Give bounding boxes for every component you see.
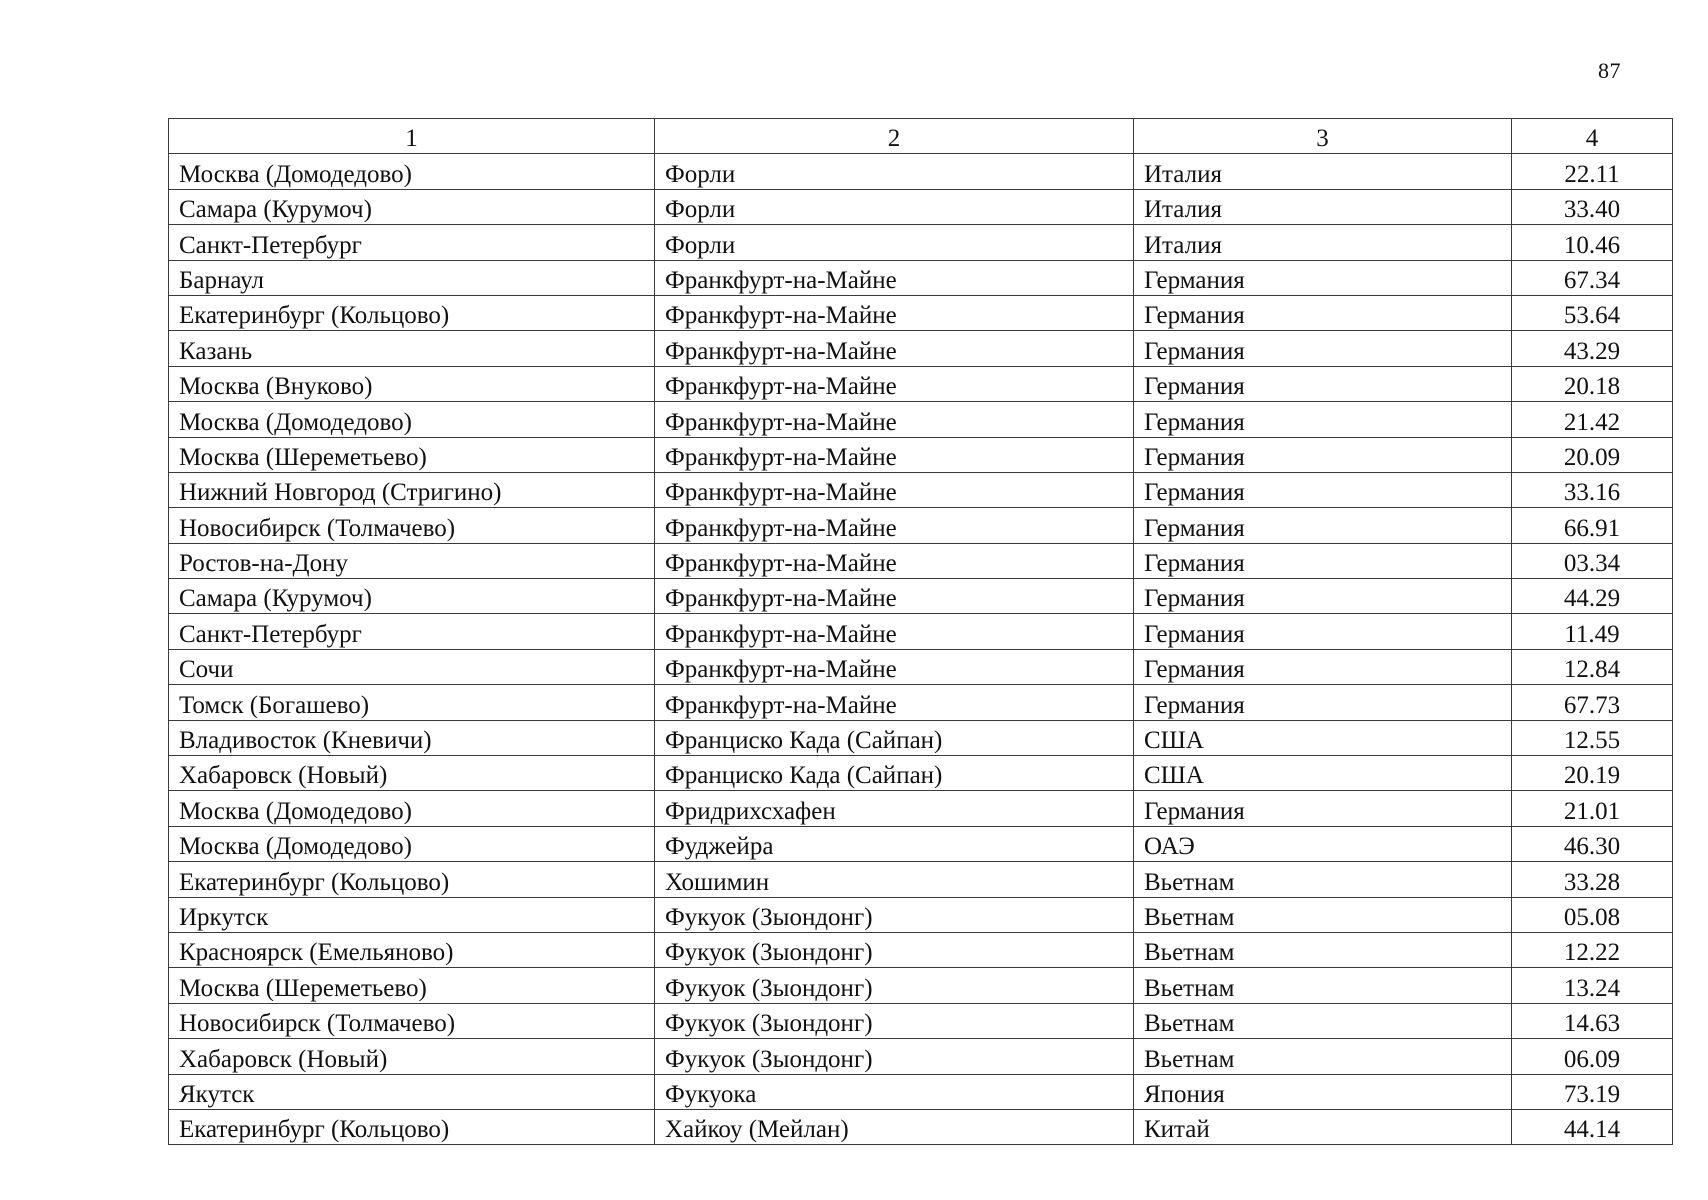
country-cell: Вьетнам [1134,862,1512,897]
destination-cell: Фукуок (Зыондонг) [655,1003,1134,1038]
origin-cell: Иркутск [169,897,655,932]
origin-cell: Казань [169,331,655,366]
destination-cell: Фукуок (Зыондонг) [655,932,1134,967]
destination-cell: Франкфурт-на-Майне [655,472,1134,507]
value-cell: 14.63 [1512,1003,1673,1038]
value-cell: 44.29 [1512,579,1673,614]
data-table [168,118,1673,1145]
value-cell: 13.24 [1512,968,1673,1003]
column-header-4: 4 [1512,119,1673,154]
value-cell: 46.30 [1512,826,1673,861]
table-row [169,1039,1673,1074]
origin-cell: Сочи [169,649,655,684]
destination-cell: Франкфурт-на-Майне [655,366,1134,401]
country-cell: Вьетнам [1134,1039,1512,1074]
origin-cell: Ростов-на-Дону [169,543,655,578]
value-cell: 20.19 [1512,756,1673,791]
destination-cell: Франкфурт-на-Майне [655,614,1134,649]
table-row [169,154,1673,189]
value-cell: 21.42 [1512,402,1673,437]
table-row [169,543,1673,578]
destination-cell: Хошимин [655,862,1134,897]
table-row [169,897,1673,932]
country-cell: Италия [1134,225,1512,260]
origin-cell: Новосибирск (Толмачево) [169,508,655,543]
table-row [169,189,1673,224]
origin-cell: Самара (Курумоч) [169,189,655,224]
value-cell: 12.55 [1512,720,1673,755]
destination-cell: Франкфурт-на-Майне [655,402,1134,437]
origin-cell: Екатеринбург (Кольцово) [169,295,655,330]
column-header-1: 1 [169,119,655,154]
country-cell: Вьетнам [1134,1003,1512,1038]
destination-cell: Франкфурт-на-Майне [655,331,1134,366]
country-cell: Германия [1134,366,1512,401]
country-cell: ОАЭ [1134,826,1512,861]
table-row [169,366,1673,401]
destination-cell: Фукуока [655,1074,1134,1109]
destination-cell: Франкфурт-на-Майне [655,260,1134,295]
destination-cell: Франкфурт-на-Майне [655,649,1134,684]
country-cell: Германия [1134,260,1512,295]
table-row [169,826,1673,861]
destination-cell: Форли [655,189,1134,224]
table-row [169,1109,1673,1144]
country-cell: США [1134,720,1512,755]
destination-cell: Франциско Када (Сайпан) [655,720,1134,755]
origin-cell: Москва (Шереметьево) [169,437,655,472]
destination-cell: Франкфурт-на-Майне [655,508,1134,543]
origin-cell: Хабаровск (Новый) [169,1039,655,1074]
country-cell: Германия [1134,437,1512,472]
origin-cell: Новосибирск (Толмачево) [169,1003,655,1038]
table-row [169,472,1673,507]
table-row [169,295,1673,330]
country-cell: Германия [1134,579,1512,614]
origin-cell: Красноярск (Емельяново) [169,932,655,967]
table-row [169,508,1673,543]
value-cell: 05.08 [1512,897,1673,932]
country-cell: Китай [1134,1109,1512,1144]
destination-cell: Фуджейра [655,826,1134,861]
value-cell: 12.22 [1512,932,1673,967]
table-row [169,1003,1673,1038]
value-cell: 67.73 [1512,685,1673,720]
origin-cell: Санкт-Петербург [169,225,655,260]
country-cell: Германия [1134,791,1512,826]
country-cell: Германия [1134,649,1512,684]
country-cell: Япония [1134,1074,1512,1109]
value-cell: 73.19 [1512,1074,1673,1109]
table-row [169,649,1673,684]
destination-cell: Фукуок (Зыондонг) [655,968,1134,1003]
table-row [169,402,1673,437]
origin-cell: Владивосток (Кневичи) [169,720,655,755]
origin-cell: Томск (Богашево) [169,685,655,720]
origin-cell: Москва (Внуково) [169,366,655,401]
value-cell: 22.11 [1512,154,1673,189]
destination-cell: Франкфурт-на-Майне [655,543,1134,578]
value-cell: 33.28 [1512,862,1673,897]
value-cell: 33.40 [1512,189,1673,224]
origin-cell: Екатеринбург (Кольцово) [169,1109,655,1144]
origin-cell: Екатеринбург (Кольцово) [169,862,655,897]
value-cell: 12.84 [1512,649,1673,684]
origin-cell: Москва (Шереметьево) [169,968,655,1003]
table-row [169,720,1673,755]
country-cell: Германия [1134,685,1512,720]
table-header-row [169,119,1673,154]
origin-cell: Барнаул [169,260,655,295]
table-row [169,331,1673,366]
origin-cell: Санкт-Петербург [169,614,655,649]
country-cell: Германия [1134,295,1512,330]
destination-cell: Форли [655,225,1134,260]
table-row [169,579,1673,614]
column-header-3: 3 [1134,119,1512,154]
table-row [169,225,1673,260]
table-row [169,932,1673,967]
destination-cell: Фукуок (Зыондонг) [655,897,1134,932]
page-number: 87 [1598,58,1621,83]
destination-cell: Франкфурт-на-Майне [655,295,1134,330]
value-cell: 43.29 [1512,331,1673,366]
country-cell: Италия [1134,154,1512,189]
table-body [169,154,1673,1145]
value-cell: 44.14 [1512,1109,1673,1144]
country-cell: Германия [1134,402,1512,437]
table-row [169,968,1673,1003]
country-cell: Германия [1134,331,1512,366]
destination-cell: Франкфурт-на-Майне [655,437,1134,472]
value-cell: 03.34 [1512,543,1673,578]
country-cell: Германия [1134,614,1512,649]
value-cell: 20.18 [1512,366,1673,401]
destination-cell: Фридрихсхафен [655,791,1134,826]
country-cell: Вьетнам [1134,932,1512,967]
origin-cell: Самара (Курумоч) [169,579,655,614]
table-row [169,791,1673,826]
value-cell: 10.46 [1512,225,1673,260]
origin-cell: Нижний Новгород (Стригино) [169,472,655,507]
value-cell: 21.01 [1512,791,1673,826]
value-cell: 11.49 [1512,614,1673,649]
country-cell: США [1134,756,1512,791]
country-cell: Германия [1134,543,1512,578]
origin-cell: Якутск [169,1074,655,1109]
table-row [169,260,1673,295]
destination-cell: Фукуок (Зыондонг) [655,1039,1134,1074]
table-row [169,756,1673,791]
value-cell: 67.34 [1512,260,1673,295]
table-row [169,1074,1673,1109]
destination-cell: Франциско Када (Сайпан) [655,756,1134,791]
country-cell: Германия [1134,508,1512,543]
origin-cell: Хабаровск (Новый) [169,756,655,791]
country-cell: Италия [1134,189,1512,224]
destination-cell: Франкфурт-на-Майне [655,579,1134,614]
value-cell: 20.09 [1512,437,1673,472]
origin-cell: Москва (Домодедово) [169,402,655,437]
origin-cell: Москва (Домодедово) [169,154,655,189]
country-cell: Вьетнам [1134,897,1512,932]
origin-cell: Москва (Домодедово) [169,826,655,861]
table-row [169,862,1673,897]
destination-cell: Франкфурт-на-Майне [655,685,1134,720]
destination-cell: Хайкоу (Мейлан) [655,1109,1134,1144]
destination-cell: Форли [655,154,1134,189]
origin-cell: Москва (Домодедово) [169,791,655,826]
value-cell: 66.91 [1512,508,1673,543]
table-row [169,614,1673,649]
table-row [169,685,1673,720]
country-cell: Германия [1134,472,1512,507]
value-cell: 06.09 [1512,1039,1673,1074]
value-cell: 33.16 [1512,472,1673,507]
table-row [169,437,1673,472]
column-header-2: 2 [655,119,1134,154]
value-cell: 53.64 [1512,295,1673,330]
country-cell: Вьетнам [1134,968,1512,1003]
